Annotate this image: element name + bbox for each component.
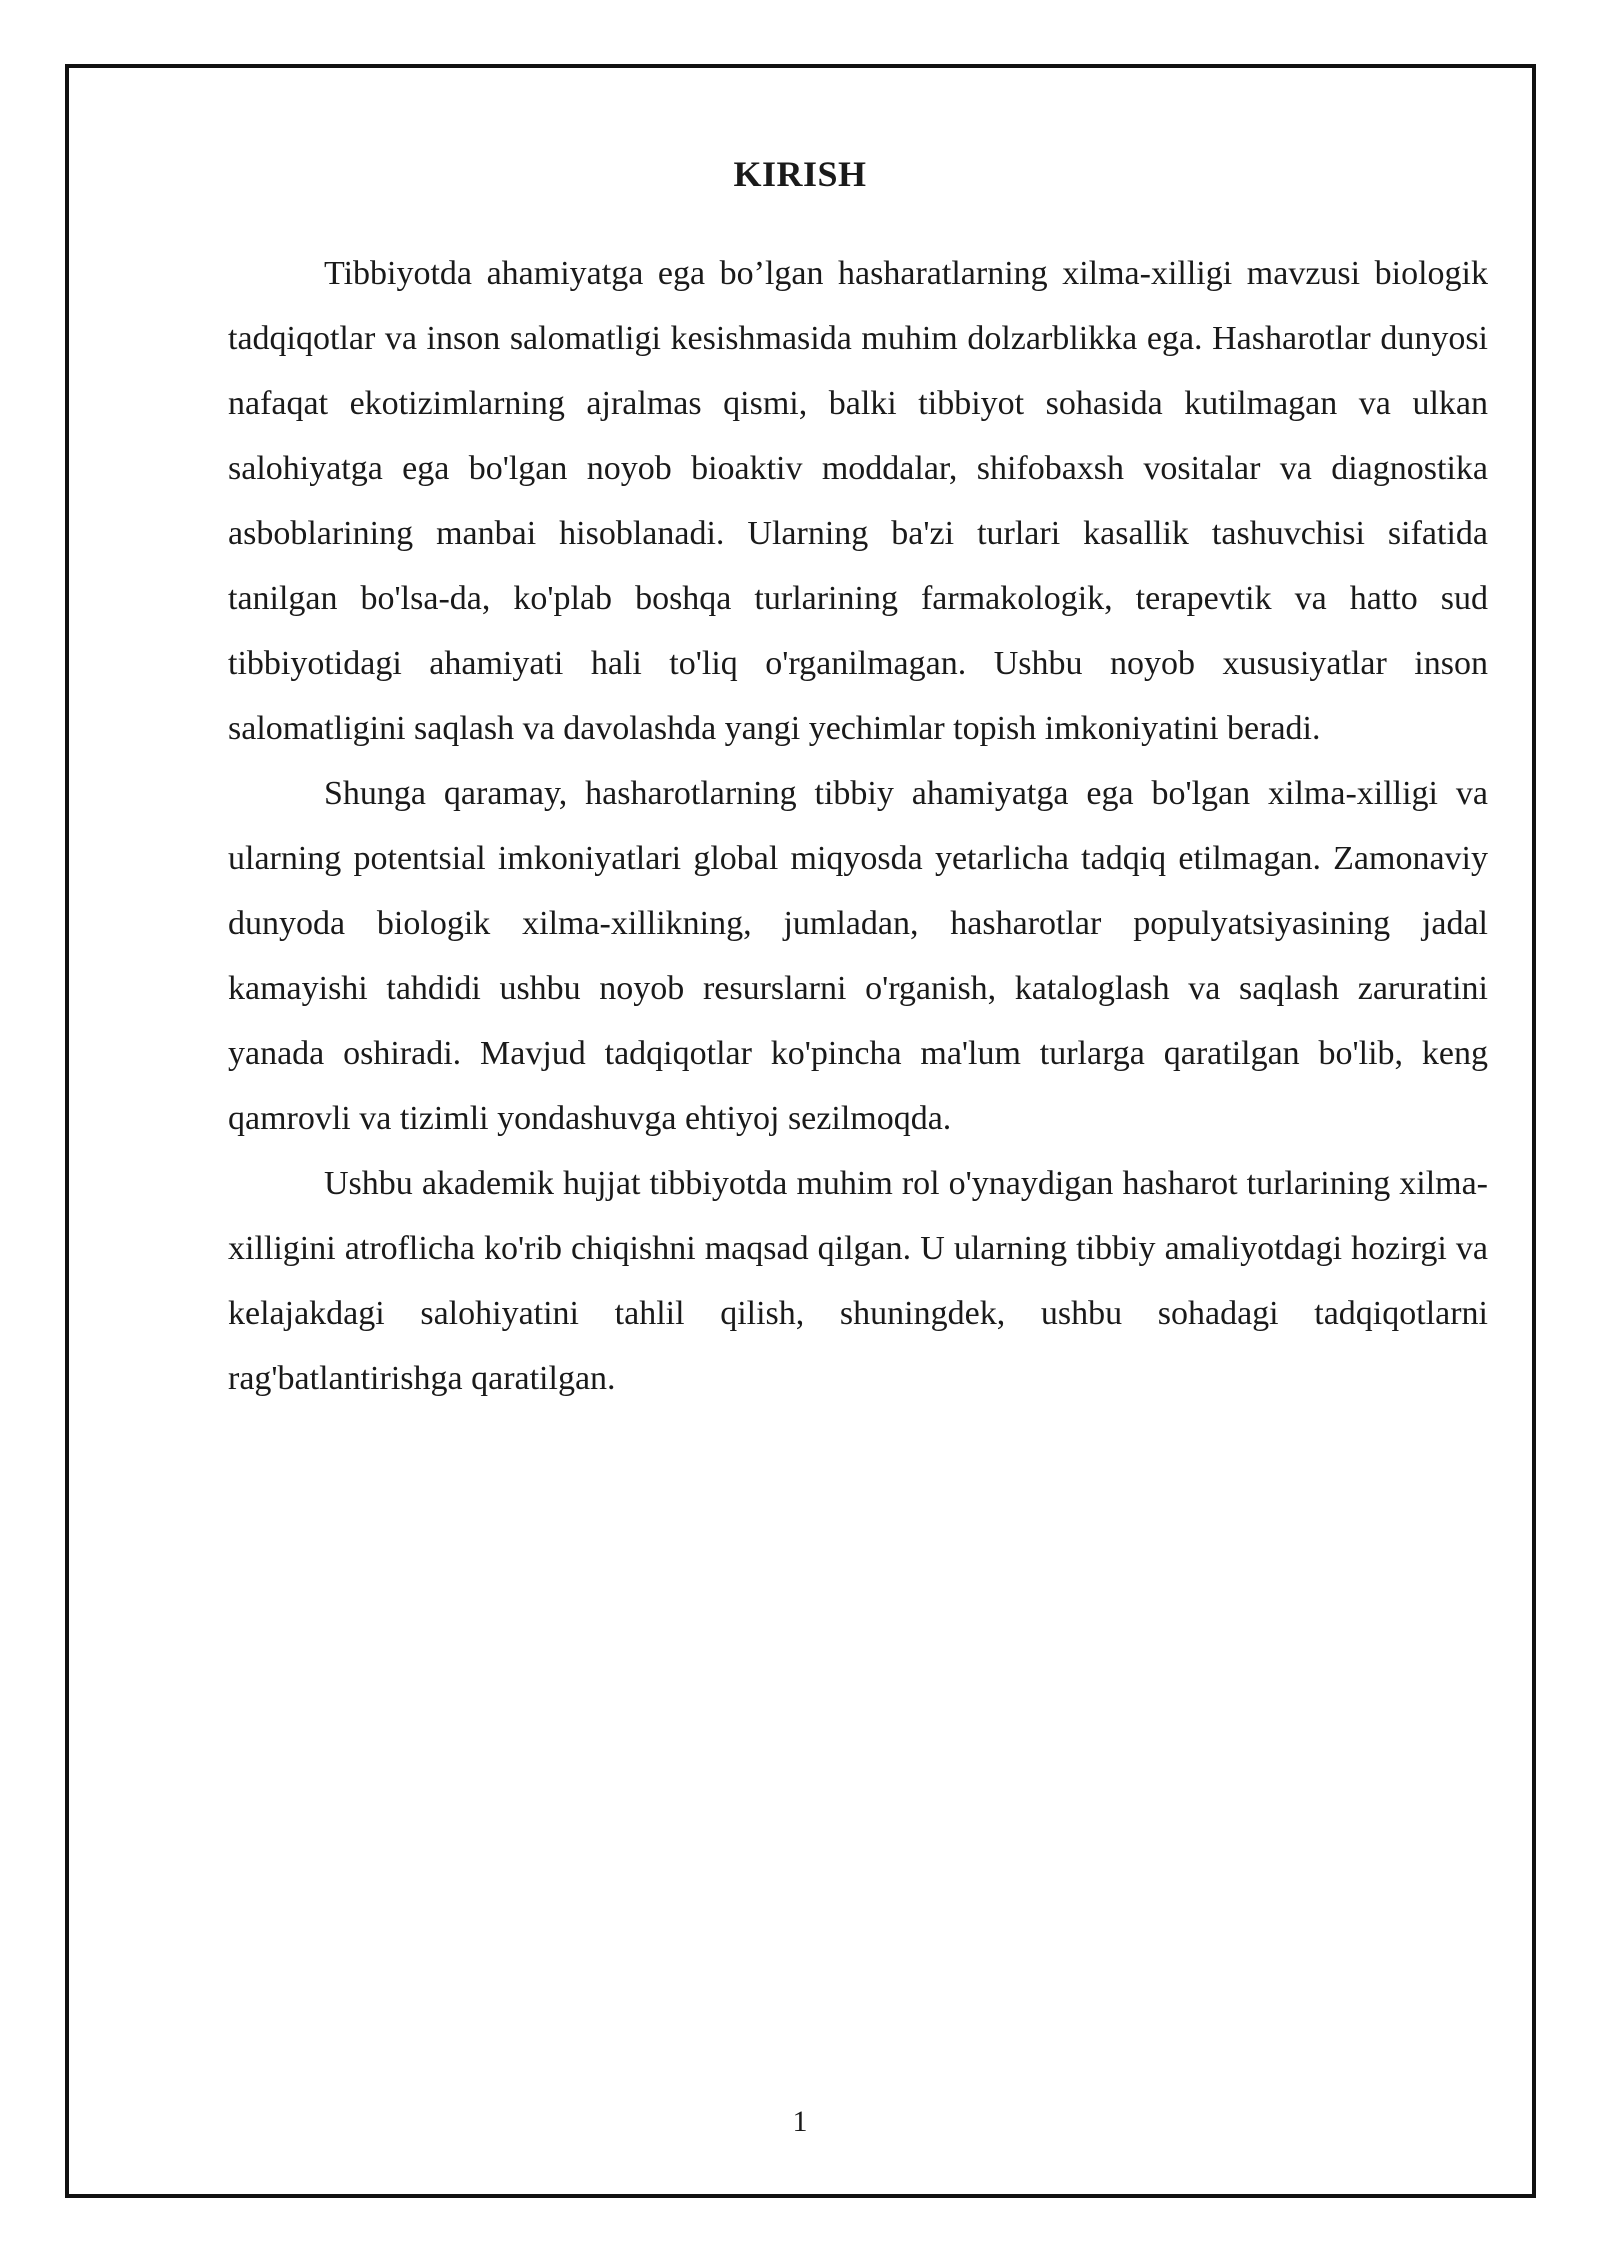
document-body xyxy=(228,241,1488,1411)
page-number: 1 xyxy=(792,2105,808,2138)
paragraph-1: Tibbiyotda ahamiyatga ega bo’lgan hasharatlarning xilma-xilligi mavzusi biologik tadqiqotlar va inson salomatligi kesishmasida muhim dolzarblikka ega. Hasharotlar dunyosi nafaqat ekotizimlarning ajralmas qismi, balki tibbiyot sohasida kutilmagan va ulkan salohiyatga ega bo'lgan noyob bioaktiv moddalar, shifobaxsh vositalar va diagnostika asboblarining manbai hisoblanadi. Ularning ba'zi turlari kasallik tashuvchisi sifatida tanilgan bo'lsa-da, ko'plab boshqa turlarining farmakologik, terapevtik va hatto sud tibbiyotidagi ahamiyati hali to'liq o'rganilmagan. Ushbu noyob xususiyatlar inson salomatligini saqlash va davolashda yangi yechimlar topish imkoniyatini beradi. xyxy=(228,255,1488,747)
paragraph-3: Ushbu akademik hujjat tibbiyotda muhim rol o'ynaydigan hasharot turlarining xilma-xilligini atroflicha ko'rib chiqishni maqsad qilgan. U ularning tibbiy amaliyotdagi hozirgi va kelajakdagi salohiyatini tahlil qilish, shuningdek, ushbu sohadagi tadqiqotlarni rag'batlantirishga qaratilgan. xyxy=(228,1165,1488,1397)
page-title: KIRISH xyxy=(733,154,867,194)
paragraph-2: Shunga qaramay, hasharotlarning tibbiy ahamiyatga ega bo'lgan xilma-xilligi va ularning potentsial imkoniyatlari global miqyosda yetarlicha tadqiq etilmagan. Zamonaviy dunyoda biologik xilma-xillikning, jumladan, hasharotlar populyatsiyasining jadal kamayishi tahdidi ushbu noyob resurslarni o'rganish, kataloglash va saqlash zaruratini yanada oshiradi. Mavjud tadqiqotlar ko'pincha ma'lum turlarga qaratilgan bo'lib, keng qamrovli va tizimli yondashuvga ehtiyoj sezilmoqda. xyxy=(228,775,1488,1137)
